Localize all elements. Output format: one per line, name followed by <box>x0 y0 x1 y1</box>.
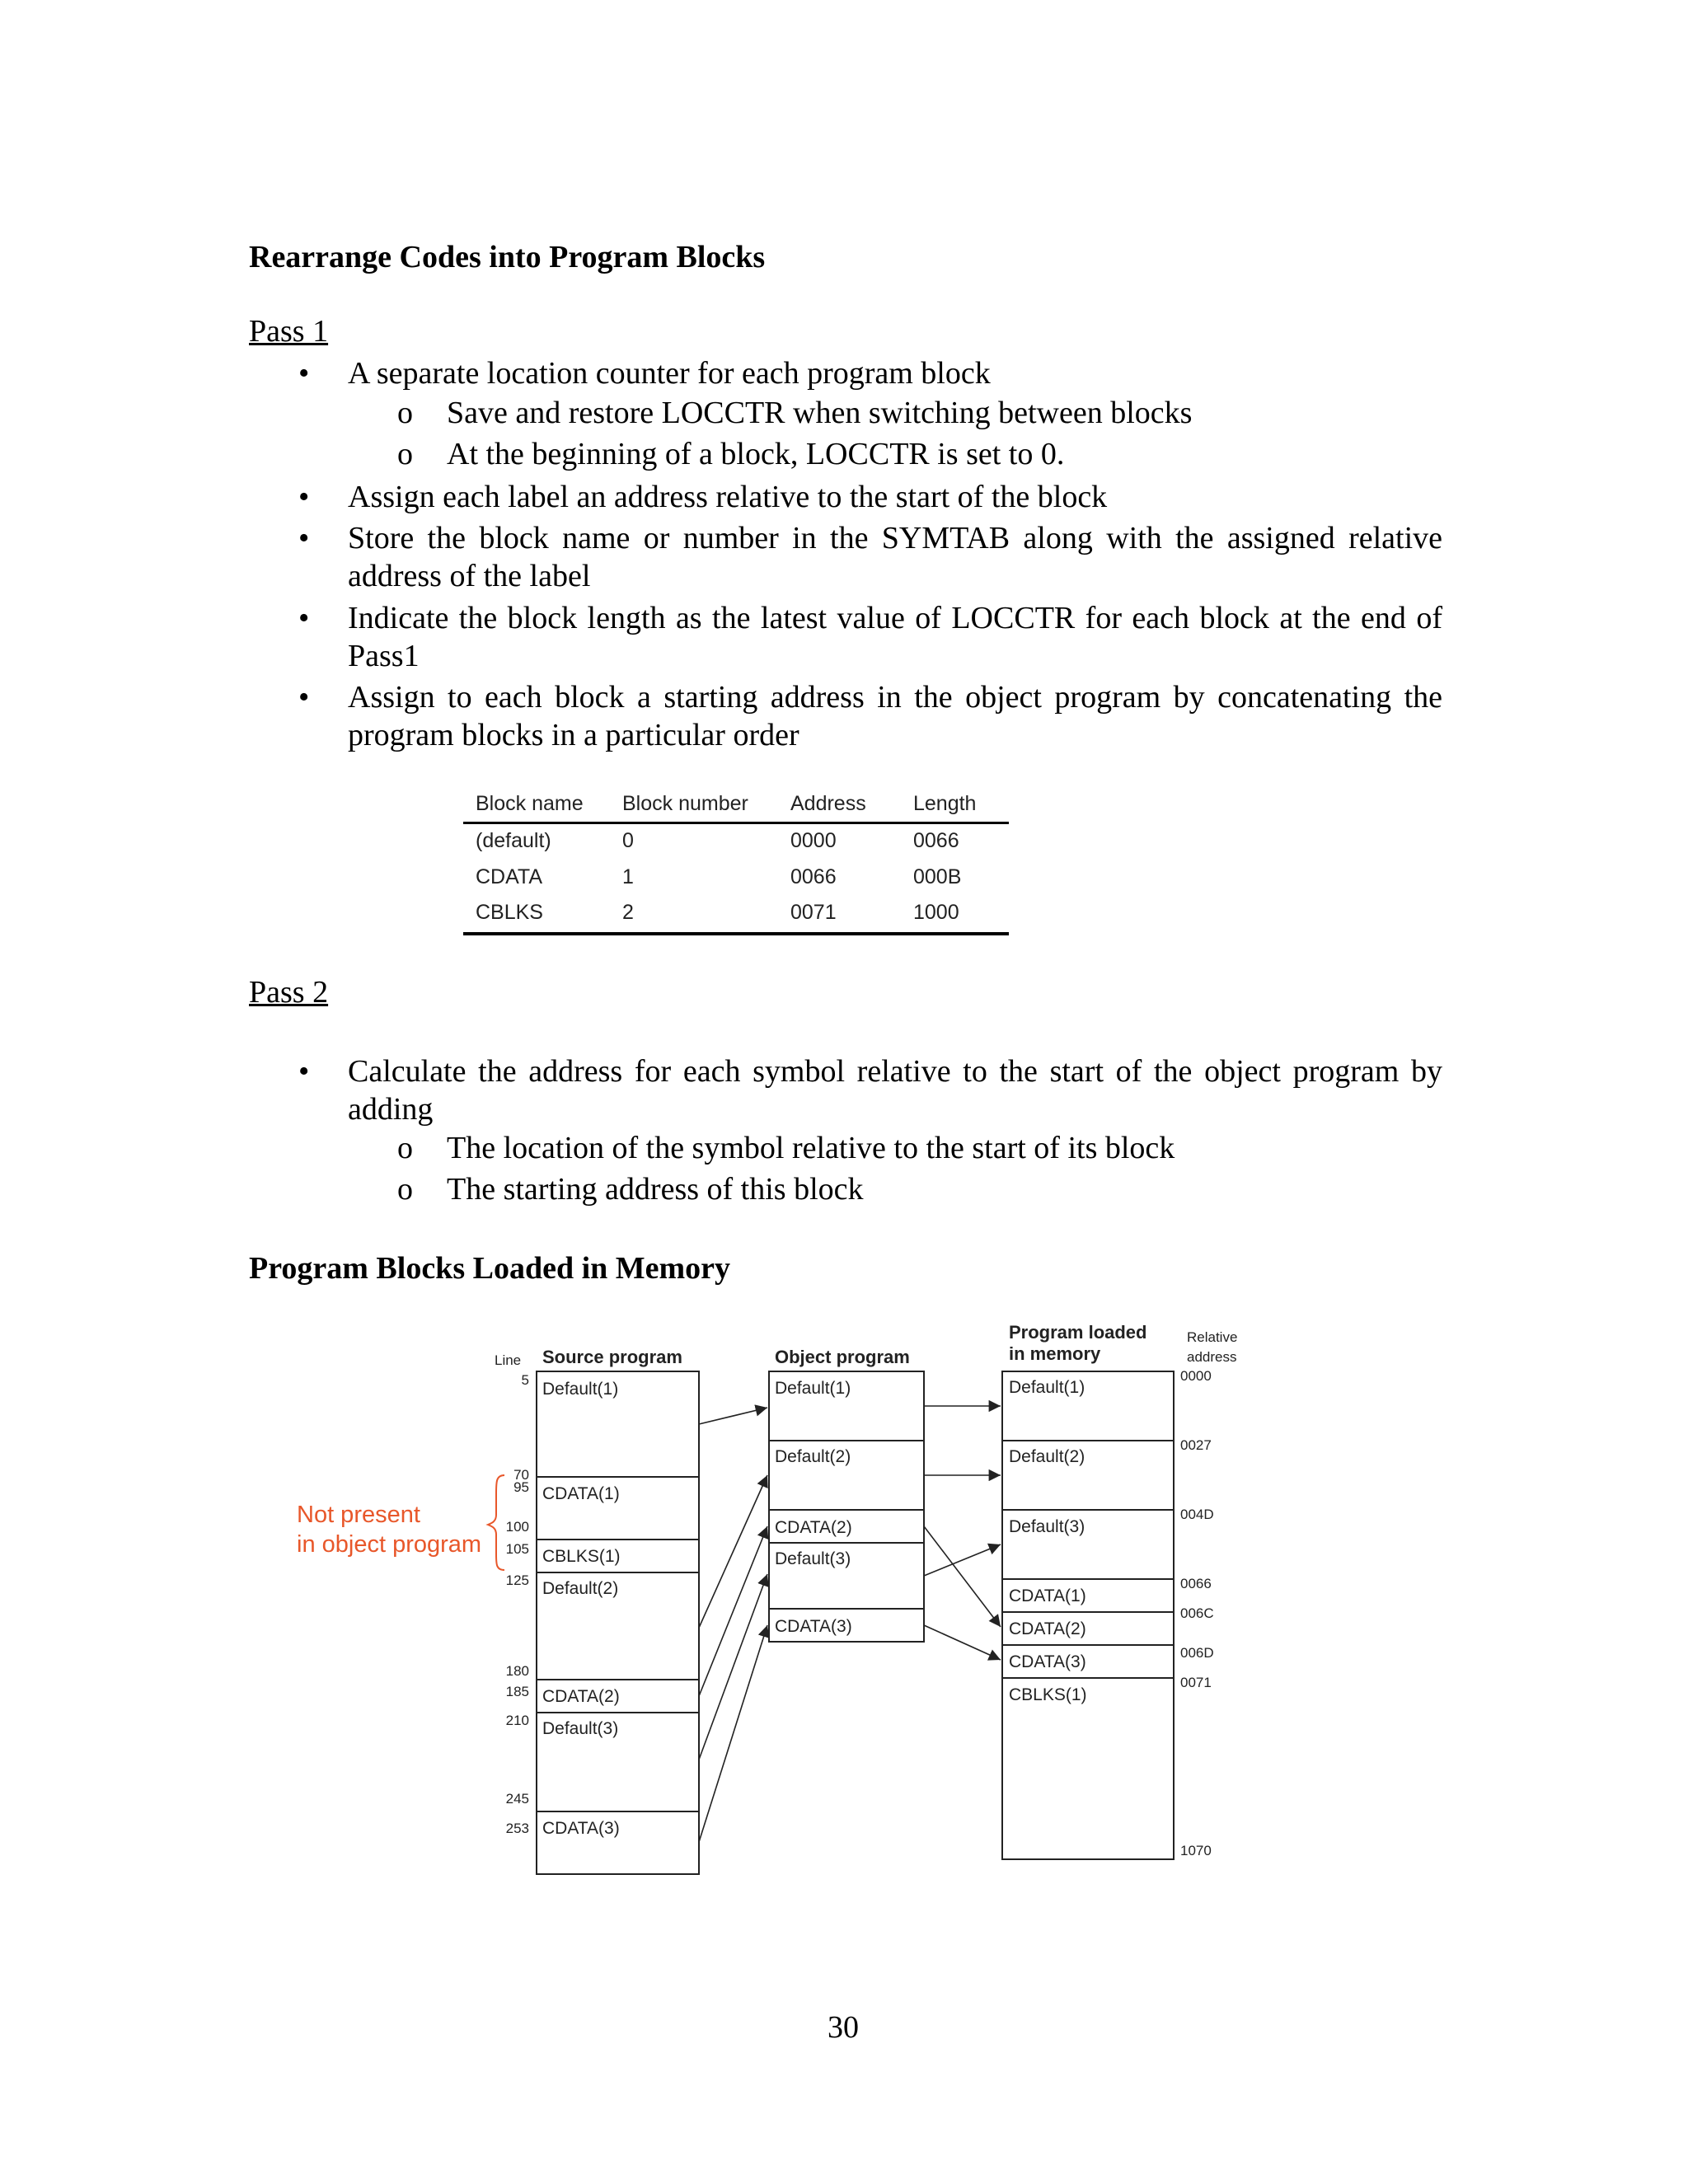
line-number: 5 <box>521 1372 529 1388</box>
table-header-cell: Block name <box>476 792 584 815</box>
sub-bullet-text: Save and restore LOCCTR when switching between blocks <box>447 396 1193 430</box>
memory-label: Default(2) <box>1009 1447 1085 1466</box>
table-header-row <box>463 787 1007 823</box>
pass1-sub-1 <box>397 394 1444 432</box>
pass2-bullet-1 <box>298 1052 1442 1128</box>
line-number: 253 <box>505 1821 529 1836</box>
object-label: CDATA(2) <box>775 1518 852 1537</box>
pass2-label: Pass 2 <box>249 975 329 1010</box>
line-number: 70 <box>513 1467 529 1483</box>
line-number: 100 <box>505 1519 529 1535</box>
arrow <box>924 1625 1001 1660</box>
memory-label: Default(3) <box>1009 1517 1085 1536</box>
col-header-memory-2: in memory <box>1009 1343 1101 1364</box>
pass1-label: Pass 1 <box>249 314 329 349</box>
object-label: Default(2) <box>775 1447 851 1466</box>
arrow <box>699 1408 767 1424</box>
page-number: 30 <box>828 2010 859 2045</box>
pass1-bullet-1 <box>298 354 1444 392</box>
memory-label: CDATA(3) <box>1009 1652 1086 1671</box>
bullet-text: Calculate the address for each symbol relative to the start of the object program by adding <box>348 1054 1442 1127</box>
memory-label: CDATA(1) <box>1009 1586 1086 1605</box>
bullet-dot-icon: • <box>298 1054 310 1089</box>
object-label: Default(3) <box>775 1549 851 1568</box>
source-label: Default(3) <box>542 1719 619 1738</box>
table-bottom-rule <box>463 932 1009 935</box>
section-title-blocks-in-memory: Program Blocks Loaded in Memory <box>249 1251 731 1286</box>
arrow <box>924 1544 1001 1576</box>
table-cell: (default) <box>476 829 551 852</box>
table-header-cell: Block number <box>622 792 748 815</box>
table-cell: 000B <box>913 865 962 888</box>
relative-address: 006C <box>1180 1605 1214 1621</box>
source-to-object-arrows <box>699 1408 767 1842</box>
source-label: CDATA(3) <box>542 1819 620 1838</box>
source-label: CDATA(1) <box>542 1484 620 1503</box>
bullet-text: Indicate the block length as the latest value of LOCCTR for each block at the end of Pass1 <box>348 601 1442 673</box>
col-header-rel-2: address <box>1187 1349 1237 1365</box>
source-label: Default(2) <box>542 1579 619 1598</box>
memory-column <box>1002 1371 1174 1859</box>
line-number: 185 <box>505 1684 529 1699</box>
line-number: 125 <box>505 1572 529 1588</box>
table-row <box>463 824 1007 860</box>
sub-bullet-circle-icon: o <box>397 396 413 430</box>
relative-addresses <box>1180 1368 1214 1858</box>
object-label: CDATA(3) <box>775 1617 852 1636</box>
col-header-line: Line <box>495 1352 522 1368</box>
table-cell: 2 <box>622 901 634 924</box>
arrow <box>924 1526 1001 1627</box>
bullet-text: Store the block name or number in the SYMTAB along with the assigned relative address of the label <box>348 521 1442 593</box>
line-numbers <box>506 1372 529 1836</box>
bullet-text: Assign to each block a starting address in the object program by concatenating the program blocks in a particular order <box>348 680 1442 752</box>
col-header-source: Source program <box>542 1347 682 1367</box>
relative-address: 0000 <box>1180 1368 1212 1384</box>
memory-label: Default(1) <box>1009 1378 1085 1397</box>
table-cell: 0000 <box>790 829 837 852</box>
line-number: 245 <box>505 1791 529 1807</box>
bullet-text: A separate location counter for each program block <box>348 356 991 391</box>
bullet-dot-icon: • <box>298 480 310 514</box>
section-title-program-blocks: Rearrange Codes into Program Blocks <box>249 240 766 274</box>
pass1-bullet-4 <box>298 599 1442 675</box>
relative-address: 1070 <box>1180 1843 1212 1858</box>
object-label: Default(1) <box>775 1379 851 1398</box>
relative-address: 006D <box>1180 1645 1214 1661</box>
table-cell: 1 <box>622 865 634 888</box>
col-header-rel-1: Relative <box>1187 1329 1238 1345</box>
relative-address: 0071 <box>1180 1675 1212 1690</box>
line-number: 180 <box>505 1663 529 1679</box>
sub-bullet-circle-icon: o <box>397 437 413 471</box>
table-cell: 1000 <box>913 901 959 924</box>
sub-bullet-text: The starting address of this block <box>447 1172 864 1207</box>
pass1-bullet-2 <box>298 478 1444 516</box>
sub-bullet-text: At the beginning of a block, LOCCTR is set to 0. <box>447 437 1065 471</box>
object-to-memory-arrows <box>924 1406 1001 1660</box>
table-cell: 0 <box>622 829 634 852</box>
bullet-text: Assign each label an address relative to the start of the block <box>348 480 1108 514</box>
sub-bullet-circle-icon: o <box>397 1131 413 1165</box>
not-present-brace <box>488 1475 504 1570</box>
table-cell: 0066 <box>913 829 959 852</box>
pass1-bullet-3 <box>298 519 1442 595</box>
pass2-sub-2 <box>397 1170 1444 1208</box>
table-cell: 0071 <box>790 901 837 924</box>
not-present-label-2: in object program <box>297 1531 482 1558</box>
line-number: 210 <box>505 1713 529 1728</box>
table-row <box>463 896 1007 932</box>
relative-address: 0066 <box>1180 1576 1212 1591</box>
pass2-sub-1 <box>397 1129 1444 1167</box>
bullet-dot-icon: • <box>298 356 310 391</box>
bullet-dot-icon: • <box>298 680 310 715</box>
memory-label: CDATA(2) <box>1009 1619 1086 1638</box>
source-label: CDATA(2) <box>542 1687 620 1706</box>
pass1-sub-2 <box>397 435 1444 473</box>
relative-address: 0027 <box>1180 1437 1212 1453</box>
memory-block-cblks-1 <box>1002 1678 1174 1859</box>
block-table <box>463 787 1009 935</box>
line-number: 105 <box>505 1541 529 1557</box>
pass1-bullet-5 <box>298 678 1442 754</box>
not-present-label-1: Not present <box>297 1502 420 1528</box>
table-header-cell: Length <box>913 792 977 815</box>
source-program-column <box>537 1371 699 1874</box>
col-header-memory-1: Program loaded <box>1009 1322 1147 1343</box>
bullet-dot-icon: • <box>298 521 310 555</box>
program-blocks-diagram <box>280 1310 1269 1887</box>
sub-bullet-circle-icon: o <box>397 1172 413 1207</box>
sub-bullet-text: The location of the symbol relative to the start of its block <box>447 1131 1175 1165</box>
table-cell: CBLKS <box>476 901 543 924</box>
source-label: CBLKS(1) <box>542 1547 621 1566</box>
table-header-cell: Address <box>790 792 866 815</box>
bullet-dot-icon: • <box>298 601 310 635</box>
table-cell: CDATA <box>476 865 543 888</box>
relative-address: 004D <box>1180 1507 1214 1522</box>
table-cell: 0066 <box>790 865 837 888</box>
col-header-object: Object program <box>775 1347 910 1367</box>
line-number: 95 <box>513 1479 529 1495</box>
object-program-column <box>769 1371 924 1642</box>
table-row <box>463 860 1007 897</box>
memory-label: CBLKS(1) <box>1009 1685 1087 1704</box>
source-label: Default(1) <box>542 1380 619 1399</box>
